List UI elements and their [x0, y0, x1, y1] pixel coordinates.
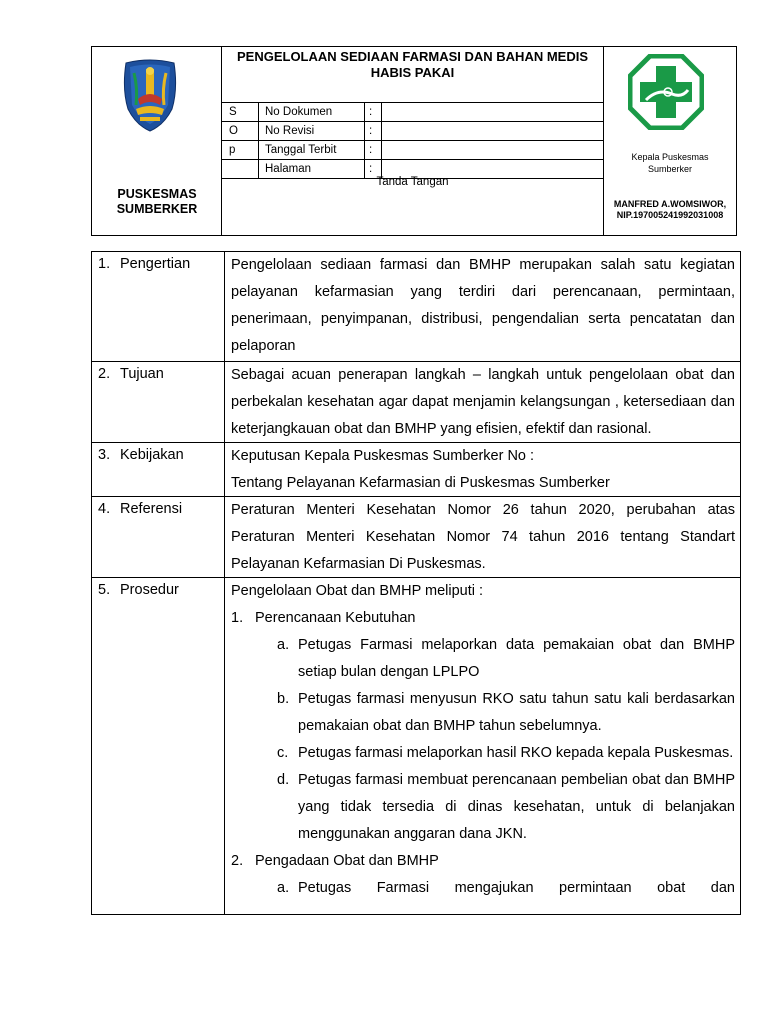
header-middle-cell — [222, 47, 604, 235]
item-word: mengajukan — [454, 880, 534, 896]
puskesmas-cross-icon — [628, 54, 704, 130]
item-marker: d. — [277, 772, 290, 788]
header-left-cell — [92, 47, 222, 235]
section-title: Referensi — [120, 501, 183, 517]
section-kebijakan — [92, 442, 740, 497]
meta-label: Tanggal Terbit — [258, 141, 365, 159]
procedure-item — [231, 875, 735, 902]
item-text: Petugas farmasi membuat perencanaan pembelian obat dan BMHP yang tidak tersedia di dinas kesehatan, untuk di belanjakan menggunakan anggaran dana JKN. — [298, 772, 735, 842]
section-title: Tujuan — [120, 366, 164, 382]
signature-label: Tanda Tangan — [376, 176, 449, 188]
head-nip: NIP.197005241992031008 — [616, 210, 724, 220]
section-tujuan — [92, 361, 740, 443]
meta-colon: : — [365, 160, 382, 178]
regency-emblem-icon — [120, 59, 180, 133]
step-title: Perencanaan Kebutuhan — [255, 610, 416, 626]
meta-colon: : — [365, 103, 382, 121]
section-text: Sebagai acuan penerapan langkah – langkah untuk pengelolaan obat dan perbekalan kesehatan agar dapat menjamin kelangsungan , ketersediaan dan keterjangkauan obat dan BMHP yang efisien, efektif dan rasional. — [231, 367, 735, 437]
head-title: Kepala Puskesmas Sumberker — [631, 152, 709, 174]
meta-label: No Dokumen — [258, 103, 365, 121]
item-word: Petugas — [298, 880, 352, 896]
procedure-step — [231, 605, 735, 632]
procedure-step — [231, 848, 735, 875]
section-pengertian — [92, 252, 740, 361]
document-meta-table — [222, 102, 604, 179]
meta-label: Halaman — [258, 160, 365, 178]
section-number: 1. — [98, 256, 111, 272]
sop-letter: S — [229, 106, 237, 118]
section-number: 5. — [98, 582, 111, 598]
section-text: Pengelolaan sediaan farmasi dan BMHP merupakan salah satu kegiatan pelayanan kefarmasian yang terdiri dari perencanaan, permintaan, penerimaan, penyimpanan, distribusi, pengendalian serta pencatatan dan pelaporan — [231, 257, 735, 354]
item-text: Petugas farmasi menyusun RKO satu tahun satu kali berdasarkan pemakaian obat dan BMHP tahun sebelumnya. — [298, 691, 735, 734]
item-marker: a. — [277, 637, 290, 653]
section-number: 2. — [98, 366, 111, 382]
meta-label: No Revisi — [258, 122, 365, 140]
procedure-item — [231, 767, 735, 848]
sop-letter: p — [229, 144, 236, 156]
sop-content-table — [91, 251, 741, 915]
sop-letter: O — [229, 125, 238, 137]
meta-row-no-dokumen — [222, 103, 604, 121]
item-word: permintaan — [559, 880, 632, 896]
item-text — [298, 875, 735, 902]
section-prosedur — [92, 577, 740, 915]
section-body — [231, 578, 735, 902]
section-title: Prosedur — [120, 582, 179, 598]
item-marker: b. — [277, 691, 290, 707]
meta-row-no-revisi — [222, 121, 604, 140]
section-body — [231, 443, 735, 497]
document-title: PENGELOLAAN SEDIAAN FARMASI DAN BAHAN MEDIS HABIS PAKAI — [236, 49, 588, 80]
step-title: Pengadaan Obat dan BMHP — [255, 853, 439, 869]
procedure-item — [231, 740, 735, 767]
item-text: Petugas farmasi melaporkan hasil RKO kepada kepala Puskesmas. — [298, 745, 734, 761]
step-number: 1. — [231, 610, 244, 626]
policy-line: Tentang Pelayanan Kefarmasian di Puskesmas Sumberker — [231, 475, 610, 491]
head-name: MANFRED A.WOMSIWOR, — [613, 199, 727, 209]
section-referensi — [92, 496, 740, 578]
item-text: Petugas Farmasi melaporkan data pemakaian obat dan BMHP setiap bulan dengan LPLPO — [298, 637, 735, 680]
step-number: 2. — [231, 853, 244, 869]
item-marker: a. — [277, 880, 290, 896]
organization-name: PUSKESMAS SUMBERKER — [116, 187, 198, 216]
header-right-cell — [604, 47, 736, 235]
meta-row-tanggal-terbit — [222, 140, 604, 159]
section-title: Pengertian — [120, 256, 191, 272]
item-word: obat — [657, 880, 686, 896]
section-number: 3. — [98, 447, 111, 463]
meta-colon: : — [365, 122, 382, 140]
item-marker: c. — [277, 745, 289, 761]
procedure-intro: Pengelolaan Obat dan BMHP meliputi : — [231, 583, 484, 599]
procedure-item — [231, 686, 735, 740]
section-title: Kebijakan — [120, 447, 184, 463]
document-header — [91, 46, 737, 236]
section-text: Peraturan Menteri Kesehatan Nomor 26 tahun 2020, perubahan atas Peraturan Menteri Kesehatan Nomor 74 tahun 2016 tentang Standart Pelayanan Kefarmasian Di Puskesmas. — [231, 502, 735, 572]
meta-colon: : — [365, 141, 382, 159]
item-word: Farmasi — [376, 880, 430, 896]
policy-line: Keputusan Kepala Puskesmas Sumberker No : — [231, 448, 535, 464]
item-word: dan — [710, 880, 735, 896]
procedure-item — [231, 632, 735, 686]
section-number: 4. — [98, 501, 111, 517]
